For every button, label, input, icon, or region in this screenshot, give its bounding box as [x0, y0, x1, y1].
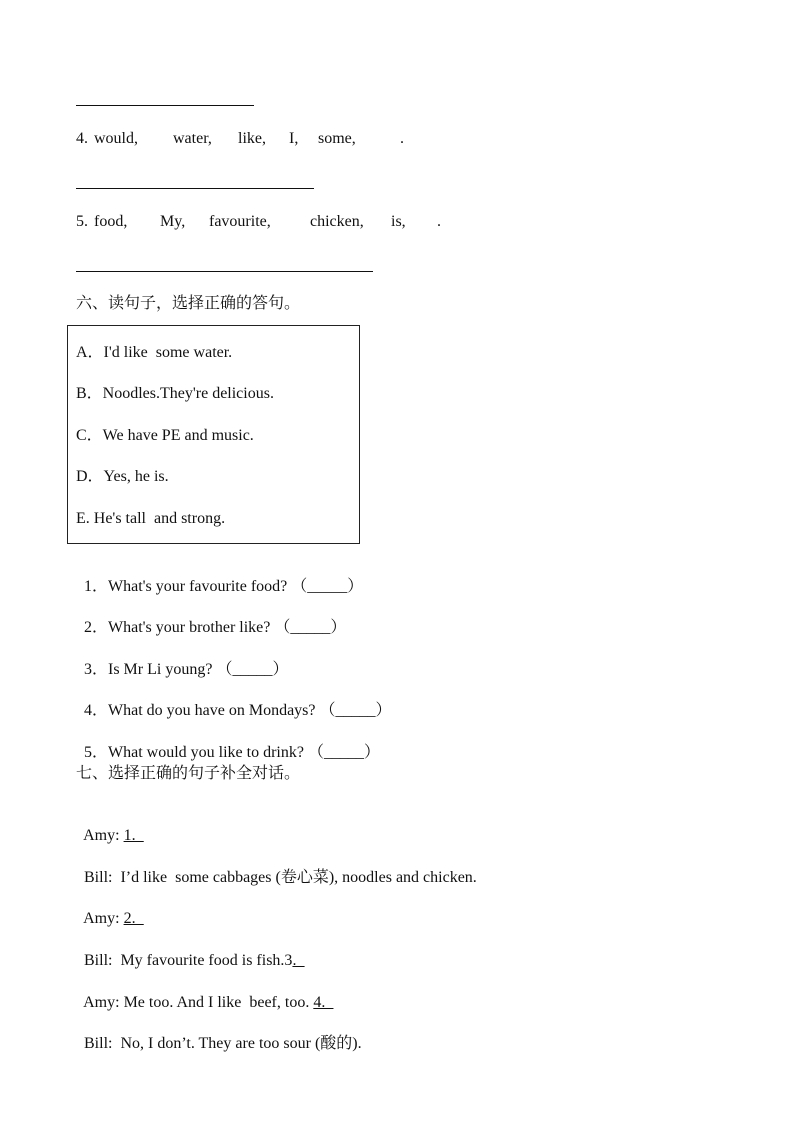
speaker: Amy:: [83, 994, 120, 1011]
answer-blank[interactable]: 4._: [313, 994, 334, 1011]
question-text: 2．What's your brother like?: [84, 619, 271, 636]
answer-blank[interactable]: （_____）: [319, 702, 392, 719]
option-d: D．Yes, he is.: [76, 468, 169, 485]
option-e: E. He's tall and strong.: [76, 510, 226, 527]
option-c: C．We have PE and music.: [76, 427, 254, 444]
dialogue-line: [76, 806, 144, 846]
speaker: Bill:: [84, 869, 113, 886]
answer-blank[interactable]: （_____）: [307, 744, 380, 761]
answer-blank[interactable]: 1._: [123, 827, 144, 844]
question-4: [76, 681, 392, 721]
word-item: I,: [289, 130, 299, 147]
word-item: My,: [160, 213, 186, 230]
answer-blank[interactable]: ._: [292, 952, 305, 969]
word-item: is,: [391, 213, 406, 230]
word-item: water,: [173, 130, 212, 147]
dialogue-line: [76, 973, 333, 1013]
question-5: [76, 723, 380, 763]
dialogue-line: [76, 848, 477, 888]
line-text: My favourite food is fish.3: [120, 952, 293, 969]
dialogue-line: [76, 931, 304, 971]
speaker: Bill:: [84, 952, 113, 969]
question-text: 3．Is Mr Li young?: [84, 661, 213, 678]
question-1: [76, 557, 363, 597]
word-item: food,: [94, 213, 128, 230]
speaker: Bill:: [84, 1035, 113, 1052]
question-text: 1．What's your favourite food?: [84, 578, 288, 595]
dialogue-line: [76, 1014, 362, 1054]
sentence-end: .: [437, 213, 441, 230]
line-text: No, I don’t. They are too sour (酸的).: [120, 1035, 362, 1052]
answer-blank[interactable]: （_____）: [216, 661, 289, 678]
speaker: Amy:: [83, 827, 120, 844]
line-text: I’d like some cabbages (卷心菜), noodles and chicken.: [120, 869, 477, 886]
dialogue-line: [76, 889, 144, 929]
answer-blank[interactable]: （_____）: [274, 619, 347, 636]
line-text: Me too. And I like beef, too.: [123, 994, 310, 1011]
word-item: favourite,: [209, 213, 271, 230]
section-6-title: 六、读句子，选择正确的答句。: [76, 295, 301, 312]
question-3: [76, 640, 288, 680]
answer-line-5: [76, 271, 373, 272]
sentence-end: .: [400, 130, 404, 147]
speaker: Amy:: [83, 910, 120, 927]
answer-blank[interactable]: （_____）: [291, 578, 364, 595]
question-number: 5.: [76, 213, 88, 230]
answer-line-4: [76, 188, 314, 189]
option-a: A．I'd like some water.: [76, 344, 233, 361]
section-7-title: 七、选择正确的句子补全对话。: [76, 765, 301, 782]
word-item: chicken,: [310, 213, 364, 230]
question-number: 4.: [76, 130, 88, 147]
question-2: [76, 598, 346, 638]
option-b: B．Noodles.They're delicious.: [76, 385, 274, 402]
answer-blank[interactable]: 2._: [123, 910, 144, 927]
question-text: 4．What do you have on Mondays?: [84, 702, 316, 719]
answer-line-3: [76, 105, 254, 106]
question-text: 5．What would you like to drink?: [84, 744, 304, 761]
word-item: like,: [238, 130, 266, 147]
word-item: some,: [318, 130, 356, 147]
word-item: would,: [94, 130, 138, 147]
